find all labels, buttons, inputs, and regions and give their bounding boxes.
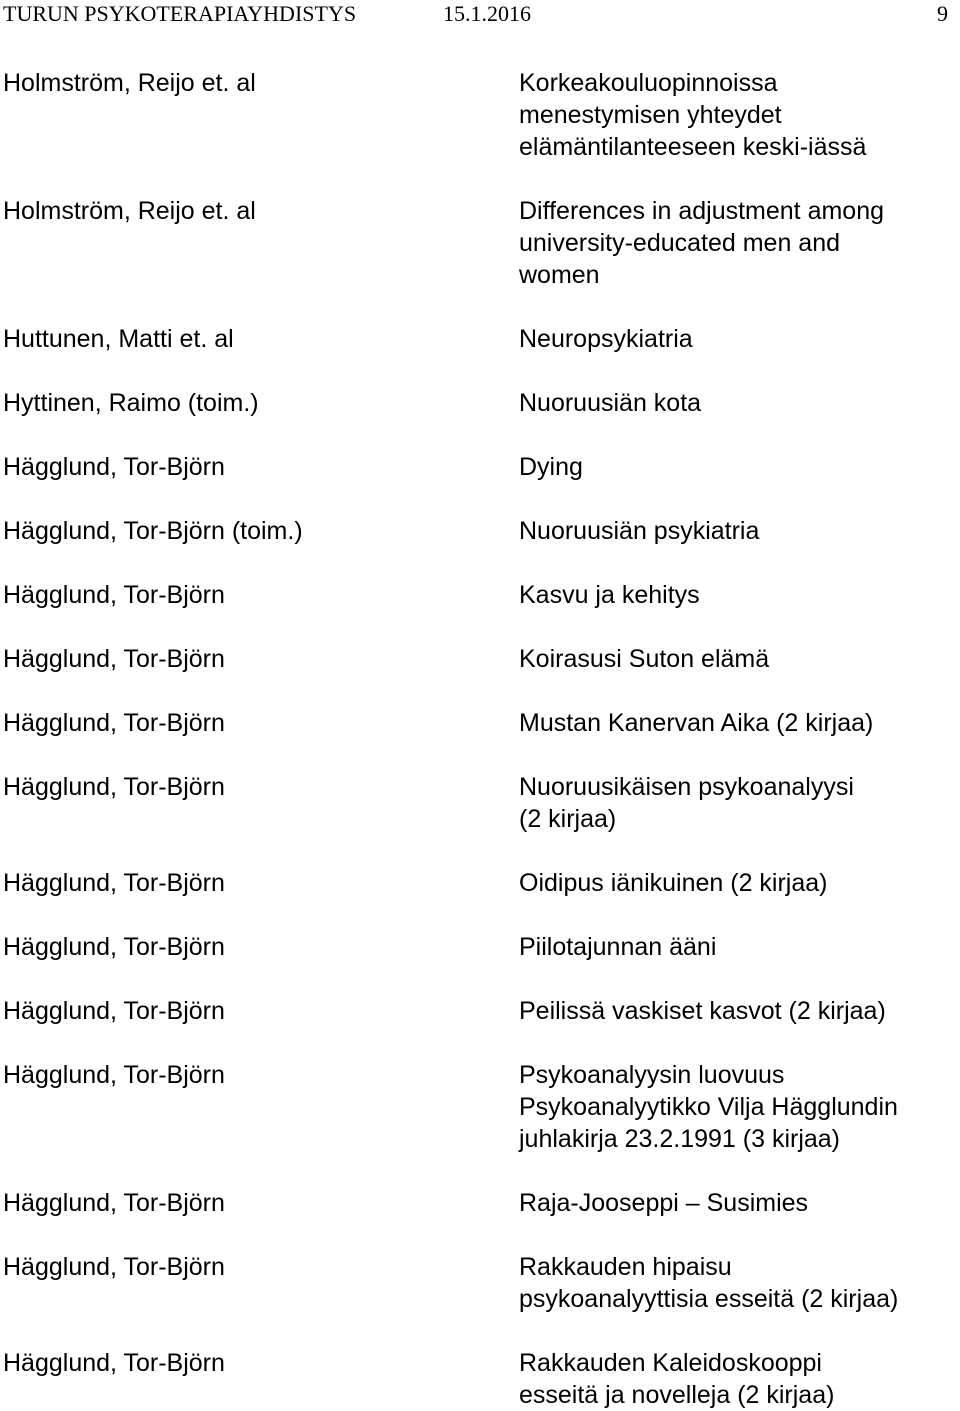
book-title (519, 579, 700, 611)
author-name: Holmström, Reijo et. al (3, 69, 256, 97)
author-name: Hyttinen, Raimo (toim.) (3, 389, 259, 417)
page-number: 9 (937, 1, 948, 26)
book-title-line: elämäntilanteeseen keski-iässä (519, 133, 867, 161)
author-name: Hägglund, Tor-Björn (toim.) (3, 517, 303, 545)
book-title-line: Psykoanalyytikko Vilja Hägglundin (519, 1093, 898, 1121)
author-name: Hägglund, Tor-Björn (3, 773, 225, 801)
author-name: Hägglund, Tor-Björn (3, 581, 225, 609)
book-title-line: Nuoruusikäisen psykoanalyysi (519, 773, 854, 801)
book-title-line: Peilissä vaskiset kasvot (2 kirjaa) (519, 997, 886, 1025)
book-title (519, 515, 759, 547)
book-title (519, 771, 854, 835)
book-title-line: (2 kirjaa) (519, 805, 617, 833)
author-name: Hägglund, Tor-Björn (3, 645, 225, 673)
book-title (519, 67, 866, 163)
book-title-line: Piilotajunnan ääni (519, 933, 717, 961)
book-title-line: Rakkauden Kaleidoskooppi (519, 1349, 822, 1377)
book-title (519, 195, 884, 291)
book-title-line: psykoanalyyttisia esseitä (2 kirjaa) (519, 1285, 899, 1313)
book-title (519, 707, 873, 739)
book-title-line: menestymisen yhteydet (519, 101, 782, 129)
book-title-line: esseitä ja novelleja (2 kirjaa) (519, 1381, 835, 1409)
author-name: Hägglund, Tor-Björn (3, 869, 225, 897)
page-header (0, 0, 960, 30)
book-title-line: Koirasusi Suton elämä (519, 645, 770, 673)
author-name: Holmström, Reijo et. al (3, 197, 256, 225)
book-title-line: Psykoanalyysin luovuus (519, 1061, 785, 1089)
author-name: Hägglund, Tor-Björn (3, 453, 225, 481)
book-title (519, 995, 886, 1027)
book-title (519, 387, 701, 419)
book-title (519, 1059, 898, 1155)
author-name: Hägglund, Tor-Björn (3, 1349, 225, 1377)
organization-name: TURUN PSYKOTERAPIAYHDISTYS (3, 1, 357, 26)
book-title-line: women (519, 261, 600, 289)
book-title-line: university-educated men and (519, 229, 841, 257)
author-name: Hägglund, Tor-Björn (3, 997, 225, 1025)
document-date: 15.1.2016 (443, 1, 531, 26)
author-name: Huttunen, Matti et. al (3, 325, 234, 353)
book-title-line: juhlakirja 23.2.1991 (3 kirjaa) (519, 1125, 841, 1153)
book-title-line: Korkeakouluopinnoissa (519, 69, 778, 97)
book-title (519, 323, 693, 355)
book-title-line: Mustan Kanervan Aika (2 kirjaa) (519, 709, 874, 737)
book-title-line: Nuoruusiän kota (519, 389, 702, 417)
book-title-line: Neuropsykiatria (519, 325, 693, 353)
book-title (519, 931, 716, 963)
book-title-line: Raja-Jooseppi – Susimies (519, 1189, 809, 1217)
book-title (519, 1187, 808, 1219)
book-title (519, 451, 583, 483)
author-name: Hägglund, Tor-Björn (3, 709, 225, 737)
book-title-line: Nuoruusiän psykiatria (519, 517, 760, 545)
book-title-line: Dying (519, 453, 583, 481)
book-title-line: Kasvu ja kehitys (519, 581, 700, 609)
book-title (519, 867, 827, 899)
book-title (519, 1347, 834, 1411)
author-name: Hägglund, Tor-Björn (3, 933, 225, 961)
author-name: Hägglund, Tor-Björn (3, 1189, 225, 1217)
book-title-line: Oidipus iänikuinen (2 kirjaa) (519, 869, 828, 897)
book-title-line: Rakkauden hipaisu (519, 1253, 732, 1281)
author-name: Hägglund, Tor-Björn (3, 1061, 225, 1089)
author-name: Hägglund, Tor-Björn (3, 1253, 225, 1281)
book-title (519, 643, 769, 675)
book-title-line: Differences in adjustment among (519, 197, 885, 225)
book-title (519, 1251, 898, 1315)
